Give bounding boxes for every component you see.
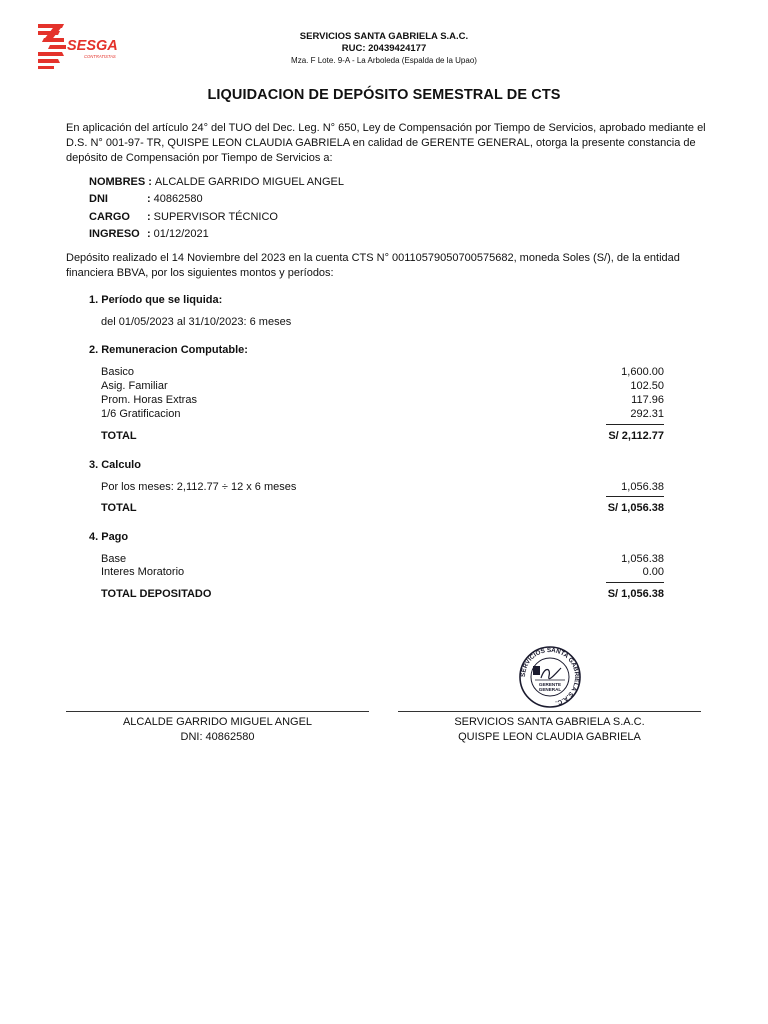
remuneration-amount: 292.31 [630,408,664,420]
section-4-total-amount: S/ 1,056.38 [607,588,664,600]
employee-signature-name: ALCALDE GARRIDO MIGUEL ANGEL [122,716,313,728]
employee-fields [89,173,344,243]
svg-text:CONTRATISTAS: CONTRATISTAS [84,54,116,59]
ingreso-value: 01/12/2021 [153,228,209,241]
dni-label: DNI [89,193,108,206]
total-divider [606,582,664,583]
payment-amount: 0.00 [642,566,664,578]
field-cargo [89,208,344,226]
deposit-paragraph: Depósito realizado el 14 Noviembre del 2023 en la cuenta CTS N° 00110579050700575682, moneda Soles (S/), de la entidad financiera BBVA, por los siguientes montos y períodos: [66,252,680,279]
company-ruc: RUC: 20439424177 [341,43,427,54]
cargo-value: SUPERVISOR TÉCNICO [153,210,278,223]
cargo-label: CARGO [89,210,130,223]
remuneration-item: 1/6 Gratificacion [101,408,181,420]
company-header [0,31,768,67]
employee-signature-line [66,711,369,712]
payment-amount: 1,056.38 [621,553,664,565]
remuneration-item: Prom. Horas Extras [101,394,197,406]
payment-item: Base [101,553,127,565]
payment-item: Interes Moratorio [101,566,185,578]
remuneration-amount: 1,600.00 [621,366,664,378]
svg-text:SESGA: SESGA [67,38,118,54]
field-ingreso [89,226,344,244]
intro-paragraph: En aplicación del artículo 24° del TUO del Dec. Leg. N° 650, Ley de Compensación por Tiempo de Servicios, aprobado mediante el D.S. N° 001-97- TR, QUISPE LEON CLAUDIA GABRIELA en calidad de GERENTE GENERAL, otorga la presente constancia de depósito de Compensación por Tiempo de Servicios a: [66,122,706,164]
employee-signature-block [66,715,369,745]
employee-signature-dni: DNI: 40862580 [180,731,255,743]
svg-text:SERVICIOS SANTA GABRIELA S.A.C: SERVICIOS SANTA GABRIELA S.A.C. [519,646,581,707]
section-3-total-label: TOTAL [101,502,137,514]
section-3-title: 3. Calculo [89,459,141,471]
dni-value: 40862580 [153,193,203,206]
company-address: Mza. F Lote. 9-A - La Arboleda (Espalda de la Upao) [291,56,477,65]
section-4-total-label: TOTAL DEPOSITADO [101,588,212,600]
field-dni [89,191,344,209]
section-2-total-label: TOTAL [101,430,137,442]
calculation-line: Por los meses: 2,112.77 ÷ 12 x 6 meses [101,481,297,493]
cargo-colon: : [147,210,151,223]
manager-signature-name: QUISPE LEON CLAUDIA GABRIELA [458,731,641,743]
company-stamp [517,646,583,708]
calculation-amount: 1,056.38 [621,481,664,493]
section-4-title: 4. Pago [89,531,129,543]
remuneration-amount: 102.50 [630,380,664,392]
nombres-value: ALCALDE GARRIDO MIGUEL ANGEL [154,175,344,188]
company-signature-name: SERVICIOS SANTA GABRIELA S.A.C. [454,716,645,728]
company-name: SERVICIOS SANTA GABRIELA S.A.C. [299,31,469,42]
svg-text:GERENTE: GERENTE [538,682,562,687]
ingreso-colon: : [147,228,151,241]
company-signature-line [398,711,701,712]
ingreso-label: INGRESO [89,228,140,241]
nombres-label: NOMBRES [89,175,146,188]
section-3-total-amount: S/ 1,056.38 [607,502,664,514]
nombres-colon: : [148,175,152,188]
section-2-total-amount: S/ 2,112.77 [608,430,664,442]
field-nombres [89,173,344,191]
section-1-title: 1. Período que se liquida: [89,294,223,306]
company-signature-block [398,715,701,745]
remuneration-item: Basico [101,366,135,378]
period-text: del 01/05/2023 al 31/10/2023: 6 meses [101,316,292,328]
remuneration-item: Asig. Familiar [101,380,168,392]
total-divider [606,496,664,497]
document-title: LIQUIDACION DE DEPÓSITO SEMESTRAL DE CTS [207,87,561,103]
section-2-title: 2. Remuneracion Computable: [89,344,248,356]
stamp-seal-icon [517,646,583,708]
total-divider [606,424,664,425]
svg-text:GENERAL: GENERAL [538,687,562,692]
remuneration-amount: 117.96 [631,394,664,406]
dni-colon: : [147,193,151,206]
